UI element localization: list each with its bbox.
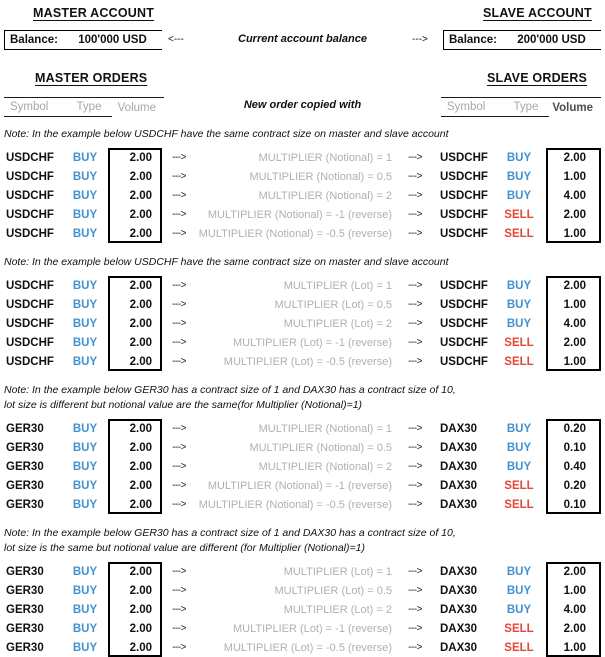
slave-volume: 4.00 — [563, 603, 586, 616]
slave-volume: 2.00 — [563, 622, 586, 635]
master-balance-value: 100'000 USD — [78, 34, 147, 46]
copy-rule-text: MULTIPLIER (Notional) = -1 (reverse) — [207, 479, 392, 492]
master-type: BUY — [72, 441, 98, 454]
master-volume: 2.00 — [129, 227, 152, 240]
flow-arrow-icon: ---> — [172, 623, 186, 634]
slave-volume: 1.00 — [563, 298, 586, 311]
master-symbol: USDCHF — [6, 355, 54, 368]
slave-balance-value: 200'000 USD — [517, 34, 586, 46]
table-row — [0, 600, 605, 619]
flow-arrow-icon: ---> — [408, 209, 422, 220]
table-row — [0, 224, 605, 243]
master-symbol: GER30 — [6, 584, 44, 597]
table-row — [0, 148, 605, 167]
table-row — [0, 438, 605, 457]
slave-symbol: USDCHF — [440, 227, 488, 240]
flow-arrow-icon: ---> — [172, 442, 186, 453]
slave-symbol: DAX30 — [440, 479, 478, 492]
copy-rule-text: MULTIPLIER (Notional) = 0.5 — [249, 170, 392, 183]
slave-balance-box — [443, 30, 601, 50]
flow-arrow-icon: ---> — [408, 566, 422, 577]
slave-type: BUY — [506, 460, 532, 473]
master-volume: 2.00 — [129, 460, 152, 473]
flow-arrow-icon: ---> — [172, 299, 186, 310]
example-note: Note: In the example below USDCHF have the same contract size on master and slave account — [4, 256, 449, 268]
slave-type: BUY — [506, 279, 532, 292]
flow-arrow-icon: ---> — [408, 280, 422, 291]
order-mapping-table — [0, 148, 605, 243]
master-balance-label: Balance: — [10, 34, 58, 46]
flow-arrow-icon: ---> — [408, 499, 422, 510]
example-blocks — [0, 119, 605, 657]
slave-symbol: USDCHF — [440, 208, 488, 221]
slave-volume: 0.40 — [563, 460, 586, 473]
master-volume: 2.00 — [129, 151, 152, 164]
slave-symbol: USDCHF — [440, 170, 488, 183]
flow-arrow-icon: ---> — [408, 642, 422, 653]
table-row — [0, 295, 605, 314]
flow-arrow-icon: ---> — [172, 209, 186, 220]
flow-arrow-icon: ---> — [408, 171, 422, 182]
master-symbol: USDCHF — [6, 298, 54, 311]
slave-symbol: DAX30 — [440, 422, 478, 435]
table-row — [0, 419, 605, 438]
master-symbol: USDCHF — [6, 189, 54, 202]
example-note: Note: In the example below GER30 has a contract size of 1 and DAX30 has a contract size of 10, — [4, 384, 456, 396]
flow-arrow-icon: ---> — [172, 318, 186, 329]
slave-volume: 0.10 — [563, 498, 586, 511]
master-volume: 2.00 — [129, 584, 152, 597]
master-symbol: GER30 — [6, 603, 44, 616]
slave-type: SELL — [504, 622, 534, 635]
flow-arrow-icon: ---> — [172, 423, 186, 434]
slave-header-symbol: Symbol — [441, 98, 503, 117]
copy-rule-text: MULTIPLIER (Lot) = 1 — [283, 565, 392, 578]
table-row — [0, 333, 605, 352]
slave-volume: 0.10 — [563, 441, 586, 454]
flow-arrow-icon: ---> — [172, 280, 186, 291]
master-type: BUY — [72, 151, 98, 164]
slave-volume: 4.00 — [563, 189, 586, 202]
flow-arrow-icon: ---> — [408, 442, 422, 453]
copy-rule-text: MULTIPLIER (Lot) = 1 — [283, 279, 392, 292]
copy-rule-text: MULTIPLIER (Notional) = 1 — [258, 422, 392, 435]
flow-arrow-icon: ---> — [172, 499, 186, 510]
master-symbol: GER30 — [6, 479, 44, 492]
master-symbol: GER30 — [6, 441, 44, 454]
copy-rule-text: MULTIPLIER (Notional) = -0.5 (reverse) — [198, 227, 392, 240]
slave-symbol: USDCHF — [440, 317, 488, 330]
flow-arrow-icon: ---> — [408, 228, 422, 239]
slave-volume: 2.00 — [563, 336, 586, 349]
table-row — [0, 167, 605, 186]
master-type: BUY — [72, 208, 98, 221]
master-symbol: GER30 — [6, 460, 44, 473]
master-type: BUY — [72, 479, 98, 492]
slave-volume: 2.00 — [563, 565, 586, 578]
slave-volume: 1.00 — [563, 227, 586, 240]
copy-rule-text: MULTIPLIER (Notional) = 2 — [258, 460, 392, 473]
slave-symbol: USDCHF — [440, 151, 488, 164]
table-row — [0, 352, 605, 371]
master-volume: 2.00 — [129, 565, 152, 578]
slave-symbol: USDCHF — [440, 298, 488, 311]
master-type: BUY — [72, 622, 98, 635]
slave-symbol: DAX30 — [440, 603, 478, 616]
flow-arrow-icon: ---> — [408, 585, 422, 596]
master-account-title: MASTER ACCOUNT — [33, 6, 155, 20]
flow-arrow-icon: ---> — [172, 604, 186, 615]
slave-volume: 1.00 — [563, 641, 586, 654]
copy-rule-text: MULTIPLIER (Notional) = -1 (reverse) — [207, 208, 392, 221]
slave-symbol: DAX30 — [440, 565, 478, 578]
master-volume: 2.00 — [129, 208, 152, 221]
flow-arrow-icon: ---> — [408, 337, 422, 348]
copy-rule-text: MULTIPLIER (Notional) = 1 — [258, 151, 392, 164]
slave-type: SELL — [504, 479, 534, 492]
master-symbol: GER30 — [6, 622, 44, 635]
table-row — [0, 457, 605, 476]
flow-arrow-icon: ---> — [408, 461, 422, 472]
slave-symbol: USDCHF — [440, 355, 488, 368]
slave-type: BUY — [506, 170, 532, 183]
flow-arrow-icon: ---> — [172, 585, 186, 596]
slave-symbol: USDCHF — [440, 336, 488, 349]
arrow-right-icon: ---> — [412, 34, 428, 45]
master-type: BUY — [72, 298, 98, 311]
slave-type: BUY — [506, 441, 532, 454]
master-type: BUY — [72, 227, 98, 240]
slave-volume: 0.20 — [563, 479, 586, 492]
master-header-type: Type — [66, 98, 112, 117]
master-header-symbol: Symbol — [4, 98, 66, 117]
master-symbol: USDCHF — [6, 151, 54, 164]
master-symbol: GER30 — [6, 565, 44, 578]
flow-arrow-icon: ---> — [172, 642, 186, 653]
flow-arrow-icon: ---> — [408, 152, 422, 163]
table-row — [0, 562, 605, 581]
table-row — [0, 314, 605, 333]
slave-type: BUY — [506, 422, 532, 435]
master-type: BUY — [72, 603, 98, 616]
master-symbol: USDCHF — [6, 317, 54, 330]
balance-band — [0, 28, 605, 53]
slave-orders-title: SLAVE ORDERS — [487, 71, 588, 85]
master-orders-title: MASTER ORDERS — [35, 71, 148, 85]
slave-type: SELL — [504, 336, 534, 349]
slave-type: SELL — [504, 355, 534, 368]
flow-arrow-icon: ---> — [172, 566, 186, 577]
slave-volume: 1.00 — [563, 355, 586, 368]
flow-arrow-icon: ---> — [172, 356, 186, 367]
slave-column-headers — [441, 97, 601, 116]
slave-header-volume: Volume — [552, 101, 593, 114]
master-symbol: USDCHF — [6, 279, 54, 292]
flow-arrow-icon: ---> — [172, 228, 186, 239]
master-volume: 2.00 — [129, 603, 152, 616]
master-volume: 2.00 — [129, 498, 152, 511]
master-symbol: GER30 — [6, 498, 44, 511]
table-row — [0, 619, 605, 638]
flow-arrow-icon: ---> — [408, 299, 422, 310]
master-volume: 2.00 — [129, 641, 152, 654]
table-row — [0, 186, 605, 205]
table-row — [0, 476, 605, 495]
table-row — [0, 495, 605, 514]
slave-type: SELL — [504, 498, 534, 511]
table-row — [0, 205, 605, 224]
master-volume: 2.00 — [129, 189, 152, 202]
slave-volume: 1.00 — [563, 584, 586, 597]
master-type: BUY — [72, 565, 98, 578]
master-symbol: USDCHF — [6, 208, 54, 221]
flow-arrow-icon: ---> — [408, 423, 422, 434]
flow-arrow-icon: ---> — [172, 171, 186, 182]
flow-arrow-icon: ---> — [172, 480, 186, 491]
flow-arrow-icon: ---> — [408, 190, 422, 201]
master-symbol: GER30 — [6, 422, 44, 435]
slave-type: SELL — [504, 641, 534, 654]
copy-rule-text: MULTIPLIER (Notional) = 0.5 — [249, 441, 392, 454]
slave-symbol: DAX30 — [440, 641, 478, 654]
master-type: BUY — [72, 189, 98, 202]
master-type: BUY — [72, 336, 98, 349]
master-volume: 2.00 — [129, 479, 152, 492]
master-volume: 2.00 — [129, 441, 152, 454]
flow-arrow-icon: ---> — [408, 356, 422, 367]
flow-arrow-icon: ---> — [408, 480, 422, 491]
order-mapping-table — [0, 419, 605, 514]
flow-arrow-icon: ---> — [172, 337, 186, 348]
master-type: BUY — [72, 584, 98, 597]
copy-rule-text: MULTIPLIER (Lot) = -0.5 (reverse) — [223, 355, 392, 368]
master-type: BUY — [72, 460, 98, 473]
master-symbol: GER30 — [6, 641, 44, 654]
column-headers-band — [0, 93, 605, 119]
master-volume: 2.00 — [129, 298, 152, 311]
table-row — [0, 638, 605, 657]
copy-rule-caption: New order copied with — [243, 99, 362, 111]
flow-arrow-icon: ---> — [172, 461, 186, 472]
master-type: BUY — [72, 498, 98, 511]
master-type: BUY — [72, 355, 98, 368]
slave-type: SELL — [504, 227, 534, 240]
slave-symbol: DAX30 — [440, 498, 478, 511]
slave-account-title: SLAVE ACCOUNT — [483, 6, 592, 20]
slave-volume: 2.00 — [563, 151, 586, 164]
example-note: lot size is different but notional value are the same(for Multiplier (Notional)=1) — [4, 399, 363, 411]
slave-symbol: DAX30 — [440, 622, 478, 635]
slave-header-type: Type — [503, 98, 549, 117]
flow-arrow-icon: ---> — [408, 318, 422, 329]
slave-symbol: DAX30 — [440, 584, 478, 597]
copy-rule-text: MULTIPLIER (Lot) = 2 — [283, 317, 392, 330]
example-note: Note: In the example below USDCHF have the same contract size on master and slave account — [4, 128, 449, 140]
copy-rule-text: MULTIPLIER (Lot) = 0.5 — [274, 298, 392, 311]
arrow-left-icon: <--- — [168, 34, 184, 45]
example-note: lot size is the same but notional value are different (for Multiplier (Notional)=1) — [4, 542, 365, 554]
slave-type: BUY — [506, 317, 532, 330]
slave-balance-label: Balance: — [449, 34, 497, 46]
copy-rule-text: MULTIPLIER (Lot) = 2 — [283, 603, 392, 616]
master-balance-box — [4, 30, 162, 50]
balance-caption: Current account balance — [238, 33, 367, 45]
slave-type: SELL — [504, 208, 534, 221]
master-symbol: USDCHF — [6, 336, 54, 349]
table-row — [0, 276, 605, 295]
slave-symbol: DAX30 — [440, 441, 478, 454]
master-type: BUY — [72, 279, 98, 292]
flow-arrow-icon: ---> — [172, 190, 186, 201]
slave-type: BUY — [506, 584, 532, 597]
example-note: Note: In the example below GER30 has a contract size of 1 and DAX30 has a contract size of 10, — [4, 527, 456, 539]
account-titles-band — [0, 0, 605, 28]
orders-titles-band — [0, 65, 605, 93]
master-type: BUY — [72, 641, 98, 654]
master-type: BUY — [72, 422, 98, 435]
slave-symbol: DAX30 — [440, 460, 478, 473]
order-mapping-table — [0, 562, 605, 657]
table-row — [0, 581, 605, 600]
master-header-volume: Volume — [117, 101, 156, 114]
master-volume: 2.00 — [129, 336, 152, 349]
slave-type: BUY — [506, 151, 532, 164]
slave-type: BUY — [506, 565, 532, 578]
copy-rule-text: MULTIPLIER (Lot) = -0.5 (reverse) — [223, 641, 392, 654]
copy-rule-text: MULTIPLIER (Lot) = -1 (reverse) — [232, 622, 392, 635]
master-volume: 2.00 — [129, 622, 152, 635]
slave-symbol: USDCHF — [440, 279, 488, 292]
master-volume: 2.00 — [129, 279, 152, 292]
slave-volume: 1.00 — [563, 170, 586, 183]
master-volume: 2.00 — [129, 355, 152, 368]
master-symbol: USDCHF — [6, 170, 54, 183]
master-volume: 2.00 — [129, 422, 152, 435]
slave-symbol: USDCHF — [440, 189, 488, 202]
slave-type: BUY — [506, 298, 532, 311]
slave-volume: 2.00 — [563, 208, 586, 221]
master-symbol: USDCHF — [6, 227, 54, 240]
order-mapping-table — [0, 276, 605, 371]
copy-rule-text: MULTIPLIER (Lot) = -1 (reverse) — [232, 336, 392, 349]
copy-rule-text: MULTIPLIER (Notional) = -0.5 (reverse) — [198, 498, 392, 511]
flow-arrow-icon: ---> — [408, 604, 422, 615]
master-column-headers — [4, 97, 164, 116]
flow-arrow-icon: ---> — [408, 623, 422, 634]
master-volume: 2.00 — [129, 170, 152, 183]
copy-rule-text: MULTIPLIER (Lot) = 0.5 — [274, 584, 392, 597]
master-volume: 2.00 — [129, 317, 152, 330]
slave-volume: 4.00 — [563, 317, 586, 330]
slave-type: BUY — [506, 603, 532, 616]
flow-arrow-icon: ---> — [172, 152, 186, 163]
slave-volume: 2.00 — [563, 279, 586, 292]
master-type: BUY — [72, 317, 98, 330]
master-type: BUY — [72, 170, 98, 183]
copy-rule-text: MULTIPLIER (Notional) = 2 — [258, 189, 392, 202]
slave-type: BUY — [506, 189, 532, 202]
slave-volume: 0.20 — [563, 422, 586, 435]
